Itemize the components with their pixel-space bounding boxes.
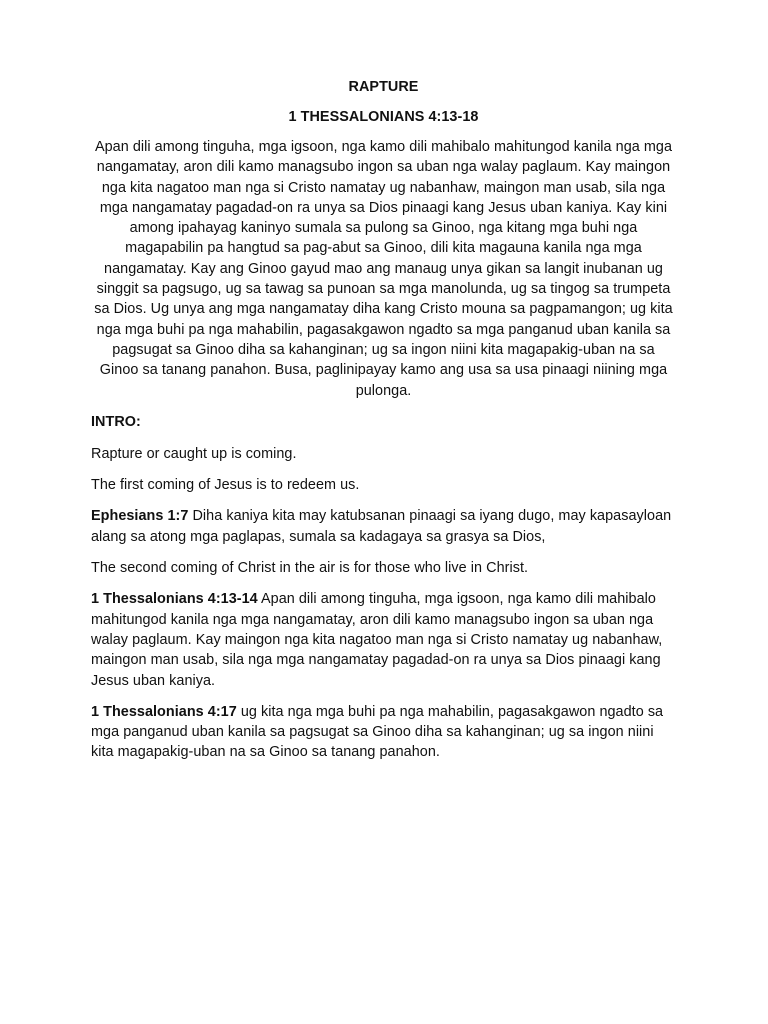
intro-heading: INTRO: <box>91 413 141 430</box>
thessalonians-17-text: ug kita nga mga buhi pa nga mahabilin, pagasakgawon ngadto sa mga panganud uban kanila sa pagsugat sa Ginoo diha sa kahanginan; ug sa ingon niini kita magapakig-uban na sa Ginoo sa tanang panahon. <box>91 703 664 761</box>
ephesians-paragraph <box>91 506 676 547</box>
intro-line-first-coming: The first coming of Jesus is to redeem us. <box>91 477 360 494</box>
intro-line-rapture: Rapture or caught up is coming. <box>91 445 297 462</box>
thessalonians-13-14-text: Apan dili among tinguha, mga igsoon, nga kamo dili mahibalo mahitungod kanila nga mga nangamatay, aron dili kamo managsubo ingon sa uban nga walay paglaum. Kay maingon nga kita nagatoo man nga si Cristo namatay ug nabanhaw, maingon man usab, sila nga mga nangamatay pagadad-on ra unya sa Dios pinaagi kang Jesus uban kaniya. <box>91 591 663 689</box>
ephesians-text: Diha kaniya kita may katubsanan pinaagi sa iyang dugo, may kapasayloan alang sa atong mga paglapas, sumala sa kadagaya sa grasya sa Dios, <box>91 508 672 545</box>
thessalonians-13-14-paragraph <box>91 589 676 690</box>
document-title: RAPTURE <box>348 79 419 95</box>
main-scripture-paragraph: Apan dili among tinguha, mga igsoon, nga kamo dili mahibalo mahitungod kanila nga mga nangamatay, aron dili kamo managsubo ingon sa uban nga walay paglaum. Kay maingon nga kita nagatoo man nga si Cristo namatay ug nabanhaw, maingon man usab, sila nga mga nangamatay pagadad-on ra unya sa Dios pinaagi kang Jesus uban kaniya. Kay kini among ipahayag kaninyo sumala sa pulong sa Ginoo, nga kitang mga buhi nga magapabilin pa hangtud sa pag-abut sa Ginoo, dili kita magauna kanila nga mga nangamatay. Kay ang Ginoo gayud mao ang manaug unya gikan sa langit inubanan ug singgit sa pagsugo, ug sa tawag sa punoan sa mga manolunda, ug sa tingog sa trumpeta sa Dios. Ug unya ang mga nangamatay diha kang Cristo mouna sa pagpamangon; ug kita nga mga buhi pa nga mahabilin, pagasakgawon ngadto sa mga panganud uban kanila sa pagsugat sa Ginoo diha sa kahanginan; ug sa ingon niini kita magapakig-uban na sa Ginoo sa tanang panahon. Busa, paglinipayay kamo ang usa sa usa pinaagi niining mga pulonga. <box>94 139 673 399</box>
document-page <box>91 78 676 774</box>
thessalonians-13-14-reference: 1 Thessalonians 4:13-14 <box>91 591 258 608</box>
thessalonians-17-reference: 1 Thessalonians 4:17 <box>91 703 237 720</box>
document-subtitle: 1 THESSALONIANS 4:13-18 <box>288 109 479 125</box>
thessalonians-17-paragraph <box>91 702 676 763</box>
second-coming-line: The second coming of Christ in the air is for those who live in Christ. <box>91 560 529 577</box>
ephesians-reference: Ephesians 1:7 <box>91 508 189 525</box>
